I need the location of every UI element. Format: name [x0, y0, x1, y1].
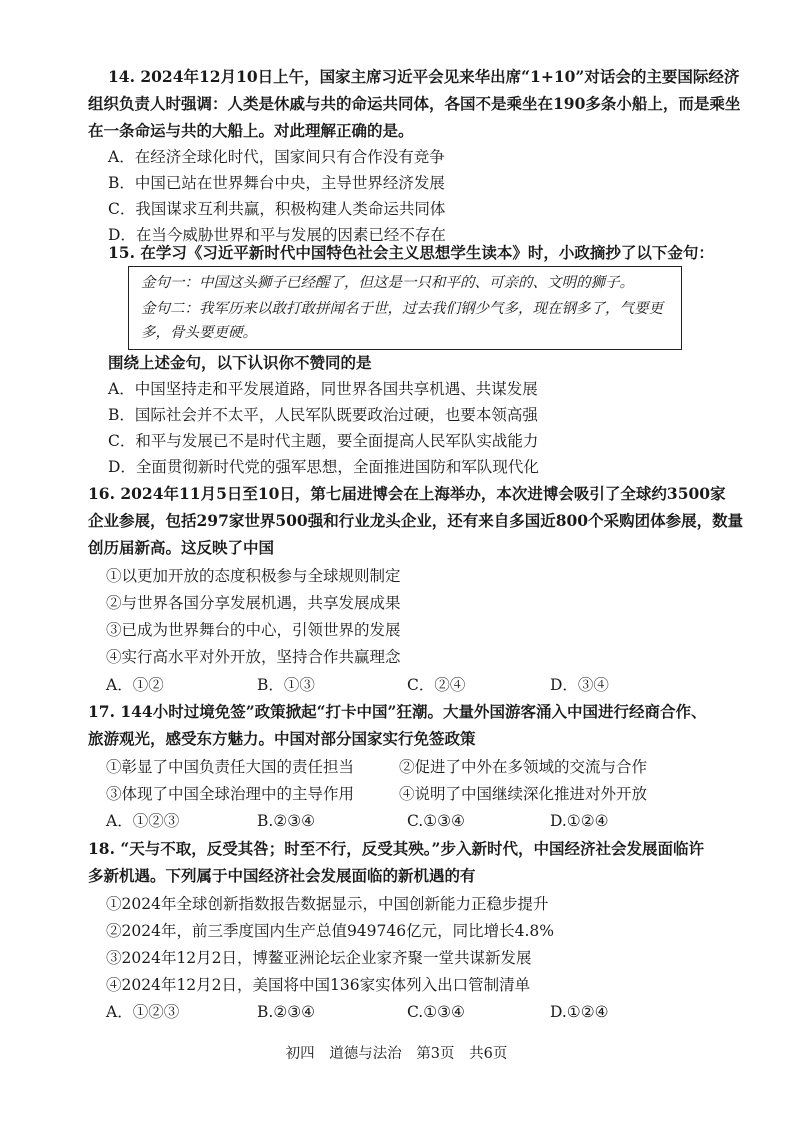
q18-option-c: C.①③④ [407, 1003, 465, 1021]
q16-option-b: B．①③ [257, 676, 315, 694]
q14-option-c: C．我国谋求互利共赢，积极构建人类命运共同体 [108, 200, 446, 218]
q18-option-b: B.②③④ [257, 1003, 316, 1021]
q15-stem: 15. 在学习《习近平新时代中国特色社会主义思想学生读本》时，小政摘抄了以下金句： [108, 243, 714, 262]
q15-question: 围绕上述金句，以下认识你不赞同的是 [108, 353, 372, 372]
footer-subject: 道德与法治 [329, 1046, 402, 1062]
q18-item-3: ③2024年12月2日，博鳌亚洲论坛企业家齐聚一堂共谋新发展 [106, 949, 532, 967]
q16-stem-line-3: 创历届新高。这反映了中国 [88, 538, 275, 557]
q18-item-1: ①2024年全球创新指数报告数据显示，中国创新能力正稳步提升 [106, 895, 549, 913]
q14-stem-line-3: 在一条命运与共的大船上。对此理解正确的是。 [88, 121, 414, 140]
q16-stem-line-1: 16. 2024年11月5日至10日，第七届进博会在上海举办，本次进博会吸引了全球约3500家 [88, 484, 726, 503]
q14-option-a: A．在经济全球化时代，国家间只有合作没有竞争 [108, 148, 445, 166]
q14-option-d: D．在当今威胁世界和平与发展的因素已经不存在 [108, 226, 446, 244]
q18-stem-line-2: 多新机遇。下列属于中国经济社会发展面临的新机遇的有 [88, 866, 476, 885]
q17-option-b: B.②③④ [257, 812, 316, 830]
q17-stem-line-2: 旅游观光，感受东方魅力。中国对部分国家实行免签政策 [88, 729, 476, 748]
q15-option-b: B．国际社会并不太平，人民军队既要政治过硬，也要本领高强 [108, 406, 538, 424]
q17-item-3: ③体现了中国全球治理中的主导作用 [106, 785, 355, 803]
q16-item-4: ④实行高水平对外开放，坚持合作共赢理念 [106, 648, 401, 666]
q17-stem-line-1: 17. 144小时过境免签”政策掀起“打卡中国”狂潮。大量外国游客涌入中国进行经商合作、 [88, 702, 707, 721]
q17-item-4: ④说明了中国继续深化推进对外开放 [399, 785, 648, 803]
q15-option-d: D．全面贯彻新时代党的强军思想，全面推进国防和军队现代化 [108, 458, 539, 476]
quote-1: 金句一：中国这头狮子已经醒了，但这是一只和平的、可亲的、文明的狮子。 [141, 275, 634, 291]
q16-option-c: C．②④ [407, 676, 466, 694]
q15-option-c: C．和平与发展已不是时代主题，要全面提高人民军队实战能力 [108, 432, 539, 450]
q18-item-4: ④2024年12月2日，美国将中国136家实体列入出口管制清单 [106, 976, 531, 994]
q18-option-a: A．①②③ [106, 1003, 180, 1021]
q17-item-2: ②促进了中外在多领域的交流与合作 [399, 758, 648, 776]
q18-item-2: ②2024年，前三季度国内生产总值949746亿元，同比增长4.8% [106, 922, 554, 940]
q16-item-3: ③已成为世界舞台的中心，引领世界的发展 [106, 621, 401, 639]
q18-stem-line-1: 18. “天与不取，反受其咎；时至不行，反受其殃。”步入新时代，中国经济社会发展面临许 [88, 839, 704, 858]
q17-option-c: C.①③④ [407, 812, 465, 830]
q16-stem-line-2: 企业参展，包括297家世界500强和行业龙头企业，还有来自多国近800个采购团体参展，数量 [88, 511, 744, 530]
footer-page: 第3页 [416, 1046, 455, 1062]
q14-option-b: B．中国已站在世界舞台中央，主导世界经济发展 [108, 174, 445, 192]
q17-option-d: D.①②④ [550, 812, 609, 830]
q15-option-a: A．中国坚持走和平发展道路，同世界各国共享机遇、共谋发展 [108, 380, 538, 398]
q14-stem-line-2: 组织负责人时强调：人类是休戚与共的命运共同体，各国不是乘坐在190多条小船上，而是乘坐 [88, 94, 741, 113]
q16-item-2: ②与世界各国分享发展机遇，共享发展成果 [106, 594, 401, 612]
quote-box [128, 266, 682, 350]
q16-item-1: ①以更加开放的态度积极参与全球规则制定 [106, 567, 401, 585]
q17-item-1: ①彰显了中国负责任大国的责任担当 [106, 758, 355, 776]
footer-grade: 初四 [285, 1046, 315, 1062]
page-footer [0, 1042, 793, 1063]
q18-option-d: D.①②④ [550, 1003, 609, 1021]
quote-2-line-2: 多，骨头要更硬。 [141, 325, 257, 341]
q16-option-a: A．①② [106, 676, 164, 694]
footer-total: 共6页 [469, 1046, 508, 1062]
q16-option-d: D．③④ [550, 676, 609, 694]
quote-2-line-1: 金句二：我军历来以敢打敢拼闻名于世，过去我们钢少气多，现在钢多了，气要更 [141, 301, 663, 317]
q17-option-a: A．①②③ [106, 812, 180, 830]
q14-stem-line-1: 14. 2024年12月10日上午，国家主席习近平会见来华出席“1+10”对话会的主要国际经济 [108, 67, 740, 86]
